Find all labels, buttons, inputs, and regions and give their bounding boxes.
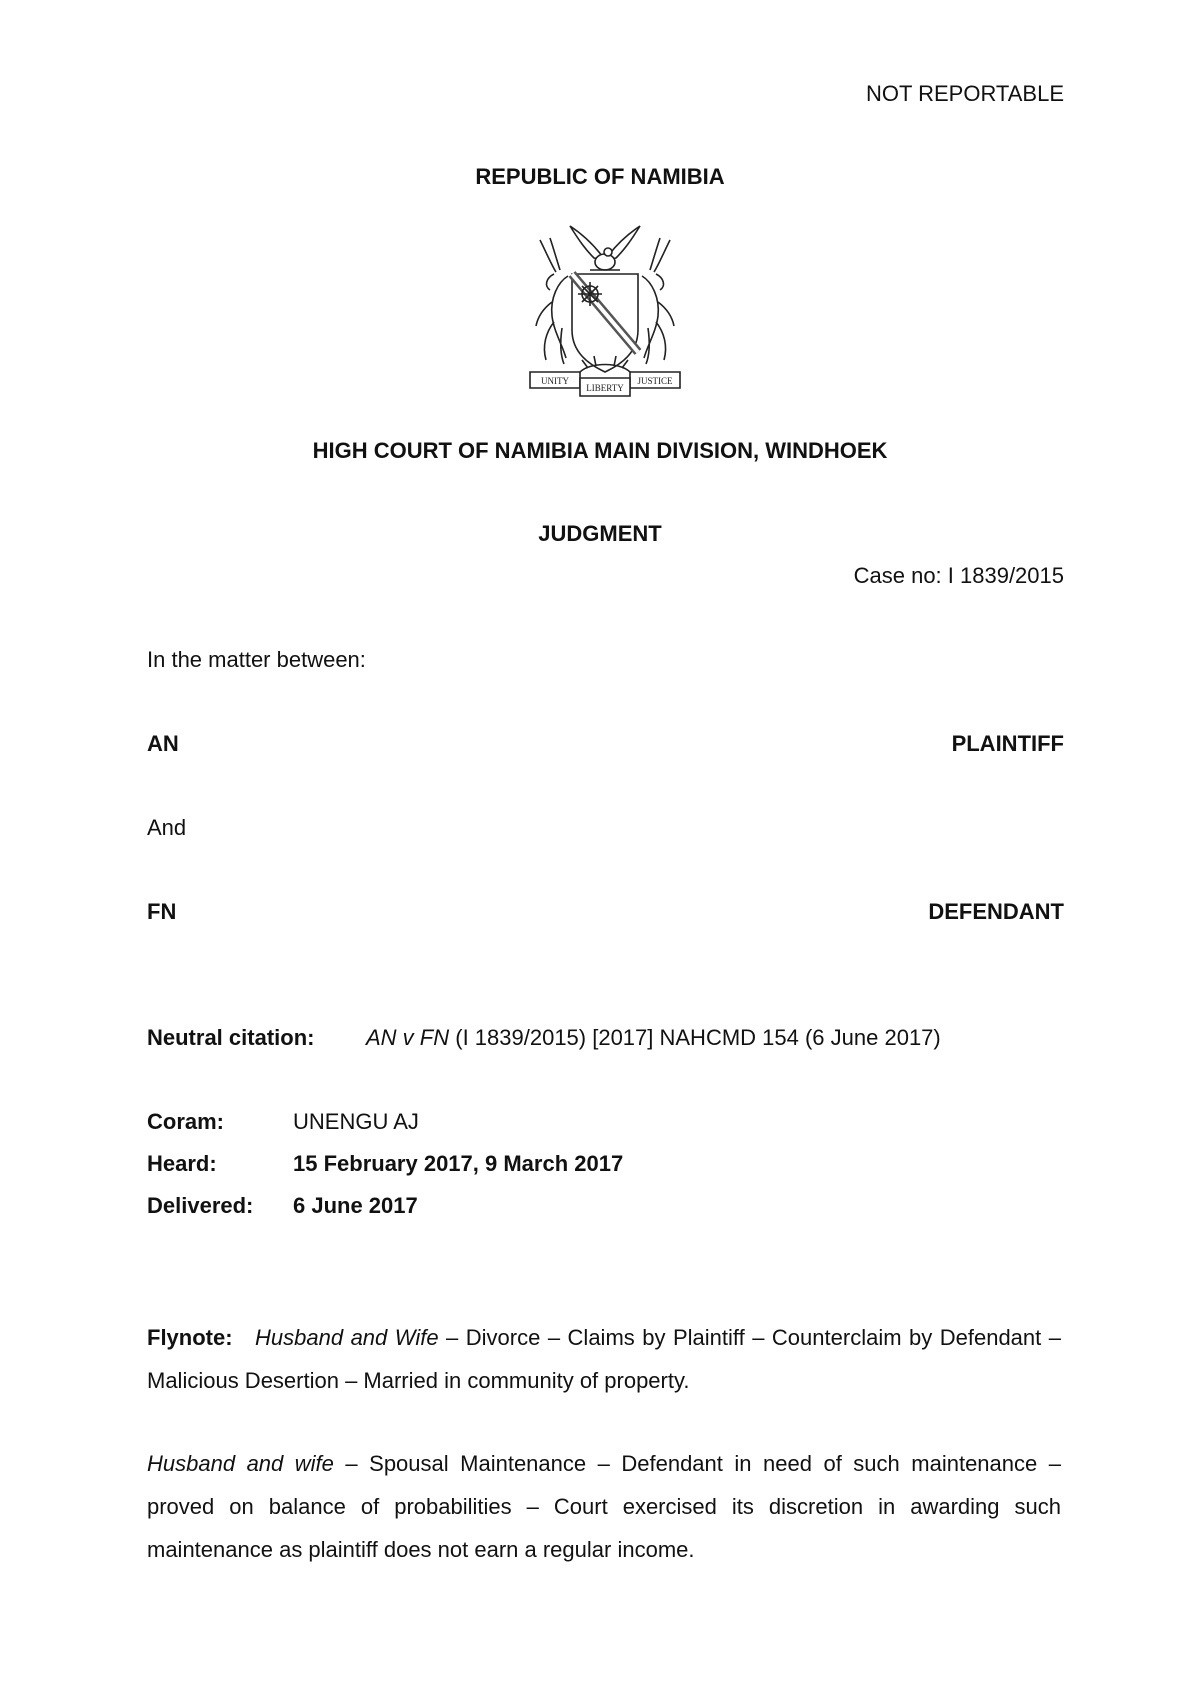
motto-liberty: LIBERTY [586, 383, 624, 393]
citation-reference: (I 1839/2015) [2017] NAHCMD 154 (6 June 2017) [449, 1025, 941, 1050]
not-reportable-label: NOT REPORTABLE [865, 81, 1064, 106]
neutral-citation-row [147, 1024, 314, 1052]
flynote-label: Flynote: [147, 1325, 233, 1350]
heard-label: Heard: [147, 1151, 217, 1176]
case-number: Case no: I 1839/2015 [853, 563, 1064, 588]
plaintiff-name: AN [147, 731, 179, 756]
neutral-citation-label: Neutral citation: [147, 1025, 315, 1050]
defendant-role: DEFENDANT [928, 899, 1064, 924]
coram-value: UNENGU AJ [293, 1109, 419, 1134]
flynote-paragraph [147, 1316, 1061, 1402]
flynote-topic: Husband and Wife [255, 1325, 439, 1350]
maintenance-topic: Husband and wife [147, 1451, 334, 1476]
motto-unity: UNITY [541, 376, 569, 386]
flynote-text: – Divorce – Claims by Plaintiff – Counterclaim by Defendant – Malicious Desertion – Married in community of property. [147, 1325, 1061, 1393]
neutral-citation-value [366, 1024, 941, 1052]
republic-heading: REPUBLIC OF NAMIBIA [475, 164, 725, 189]
court-heading: HIGH COURT OF NAMIBIA MAIN DIVISION, WINDHOEK [312, 438, 888, 463]
motto-justice: JUSTICE [637, 376, 673, 386]
matter-intro: In the matter between: [147, 647, 366, 672]
judgment-heading: JUDGMENT [538, 521, 662, 546]
heard-value: 15 February 2017, 9 March 2017 [293, 1151, 624, 1176]
maintenance-paragraph [147, 1442, 1061, 1571]
connector-text: And [147, 815, 187, 840]
delivered-label: Delivered: [147, 1193, 254, 1218]
delivered-value: 6 June 2017 [293, 1193, 418, 1218]
defendant-name: FN [147, 899, 177, 924]
coram-label: Coram: [147, 1109, 225, 1134]
maintenance-text: – Spousal Maintenance – Defendant in need of such maintenance – proved on balance of probabilities – Court exercised its discretion in awarding such maintenance as plaintiff does not earn a regular income. [147, 1451, 1061, 1562]
plaintiff-role: PLAINTIFF [951, 731, 1064, 756]
namibia-coat-of-arms-icon [510, 212, 700, 408]
citation-case-name: AN v FN [366, 1025, 450, 1050]
